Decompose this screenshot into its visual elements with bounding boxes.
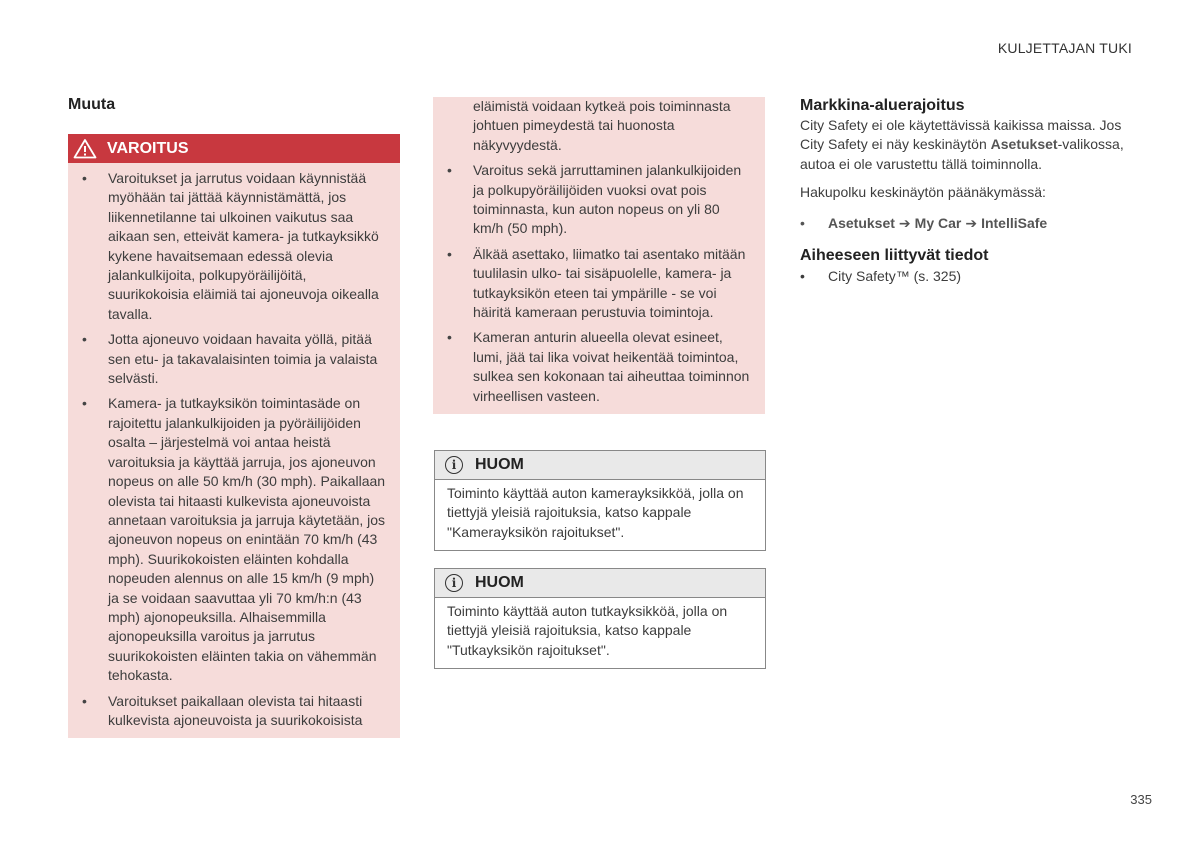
- section-heading-muuta: Muuta: [68, 96, 116, 113]
- info-circle-icon: i: [445, 456, 463, 474]
- note-text: Toiminto käyttää auton kamerayksikköä, jolla on tiettyjä yleisiä rajoituksia, katso kappale "Kamerayksikön rajoitukset".: [447, 485, 744, 540]
- arrow-right-icon: ➔: [965, 214, 978, 231]
- list-item: • Kamera- ja tutkayksikön toimintasäde on rajoitettu jalankulkijoiden ja pyöräilijöiden osalta – järjestelmä voi antaa heistä varoituksia ja käyttää jarruja, jos ajoneuvon nopeus on alle 50 km/h (30 mph). Paikallaan olevista tai hitaasti kulkevista ajoneuvoista annetaan varoituksia ja jarruja käytetään, jos ajoneuvon nopeus on enintään 70 km/h (43 mph). Suurikokoisten eläinten kohdalla nopeuden alennus on alle 15 km/h (9 mph) ja se voidaan saavuttaa yli 70 km/h:n (43 mph) ajonopeuksilla. Alhaisemmilla ajonopeuksilla varoitus ja jarrutus suurikokoisten eläinten takia on vähemmän tehokasta.: [68, 394, 400, 685]
- warning-box: [68, 134, 400, 738]
- related-link-label: City Safety™ (s. 325): [828, 267, 962, 284]
- list-item: • Varoitus sekä jarruttaminen jalankulkijoiden ja polkupyöräilijöiden vuoksi ovat pois toiminnasta, kun auton nopeus on yli 80 km/h (50 mph).: [433, 161, 765, 239]
- warning-box-continued: [433, 97, 765, 414]
- note-text: Toiminto käyttää auton tutkayksikköä, jolla on tiettyjä yleisiä rajoituksia, katso kappale "Tutkayksikön rajoitukset".: [447, 603, 728, 658]
- settings-menu-name: Asetukset: [990, 136, 1058, 153]
- note-box-radar: [434, 568, 766, 669]
- path-step-intellisafe: IntelliSafe: [981, 215, 1048, 232]
- note-box-camera: [434, 450, 766, 551]
- warning-header: [68, 134, 400, 163]
- settings-path: [800, 215, 1140, 232]
- path-step-settings: Asetukset: [828, 215, 895, 232]
- related-link-city-safety[interactable]: [800, 268, 1140, 284]
- list-item: • Varoitukset paikallaan olevista tai hitaasti kulkevista ajoneuvoista ja suurikokoisista: [68, 692, 400, 731]
- note-title: HUOM: [475, 456, 524, 473]
- warning-continuation-text: eläimistä voidaan kytkeä pois toiminnasta johtuen pimeydestä tai huonosta näkyvyydestä.: [473, 98, 731, 153]
- warning-bullet-list: [68, 169, 400, 730]
- right-column: [800, 96, 1140, 284]
- search-path-intro: Hakupolku keskinäytön päänäkymässä:: [800, 184, 1046, 201]
- list-item: • Jotta ajoneuvo voidaan havaita yöllä, pitää sen etu- ja takavalaisinten toimia ja valaista selvästi.: [68, 330, 400, 388]
- related-heading: Aiheeseen liittyvät tiedot: [800, 246, 989, 264]
- market-restriction-heading: Markkina-aluerajoitus: [800, 97, 965, 114]
- page-header: KULJETTAJAN TUKI: [997, 40, 1132, 56]
- text-span: City Safety ei ole käytettävissä kaikissa maissa. Jos City Safety ei näy keskinäytön: [800, 117, 1122, 153]
- bullet-dot: •: [800, 267, 805, 284]
- bullet-dot: •: [800, 215, 805, 232]
- note-header: [435, 569, 765, 598]
- text-span: -valikossa, autoa ei ole varustettu tällä toiminnolla.: [800, 136, 1124, 172]
- arrow-right-icon: ➔: [898, 214, 911, 231]
- list-item: • Älkää asettako, liimatko tai asentako mitään tuulilasin ulko- tai sisäpuolelle, kamera- ja tutkayksikön eteen tai ympärille - se voi häiritä kameraan perustuvia toimintoja.: [433, 245, 765, 323]
- warning-bullet-list-continued: [433, 161, 765, 406]
- warning-triangle-icon: [73, 138, 97, 159]
- note-title: HUOM: [475, 574, 524, 591]
- warning-title: VAROITUS: [107, 139, 189, 157]
- page-number: 335: [1130, 792, 1152, 807]
- list-item: • Kameran anturin alueella olevat esineet, lumi, jää tai lika voivat heikentää toimintoa, sulkea sen kokonaan tai aiheuttaa toiminnon virheellisen vasteen.: [433, 328, 765, 406]
- path-step-my-car: My Car: [914, 215, 962, 232]
- market-restriction-text: [800, 116, 1140, 174]
- related-info: [800, 246, 1140, 284]
- note-header: [435, 451, 765, 480]
- info-circle-icon: i: [445, 574, 463, 592]
- list-item: • Varoitukset ja jarrutus voidaan käynnistää myöhään tai jättää käynnistämättä, jos liikennetilanne tai ulkoinen vaikutus saa aikaan sen, etteivät kamera- ja tutkayksikkö kykene havaitsemaan edessä olevia jalankulkijoita, polkupyöräilijöitä, suurikokoisia eläimiä tai ajoneuvoja oikealla tavalla.: [68, 169, 400, 324]
